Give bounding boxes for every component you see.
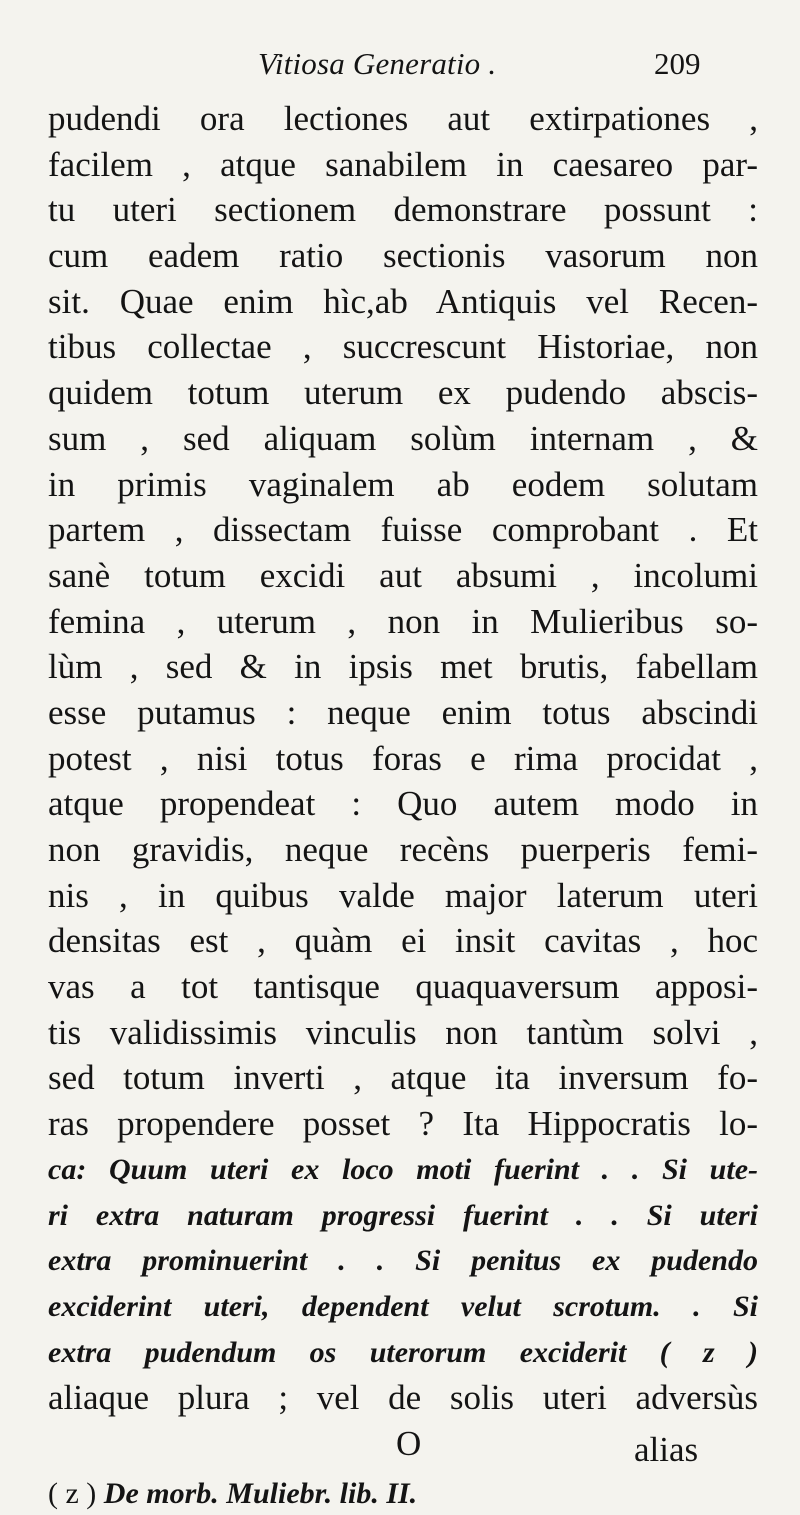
- text-line: aliaque plura ; vel de solis uteri adversùs: [48, 1378, 758, 1418]
- text-line: partem , dissectam fuisse comprobant . Et: [48, 510, 758, 550]
- text-line: sit. Quae enim hìc,ab Antiquis vel Recen-: [48, 281, 758, 321]
- text-line: ri extra naturam progressi fuerint . . Si uteri: [48, 1198, 758, 1232]
- signature-mark: O: [396, 1423, 422, 1463]
- body-text: [48, 96, 758, 1421]
- footnote: [48, 1473, 758, 1515]
- text-line: tu uteri sectionem demonstrare possunt :: [48, 190, 758, 230]
- text-line: pudendi ora lectiones aut extirpationes ,: [48, 99, 758, 138]
- text-line: cum eadem ratio sectionis vasorum non: [48, 236, 758, 276]
- running-title: Vitiosa Generatio .: [258, 46, 497, 81]
- text-line: non gravidis, neque recèns puerperis femi-: [48, 830, 758, 869]
- text-line: exciderint uteri, dependent velut scrotum. . Si: [48, 1289, 758, 1323]
- text-line: ras propendere posset ? Ita Hippocratis lo-: [48, 1104, 758, 1144]
- footnote-mark: ( z ): [48, 1476, 97, 1510]
- text-line: facilem , atque sanabilem in caesareo par-: [48, 144, 758, 184]
- text-line: femina , uterum , non in Mulieribus so-: [48, 601, 758, 641]
- text-line: sed totum inverti , atque ita inversum fo-: [48, 1058, 758, 1098]
- text-line: tibus collectae , succrescunt Historiae, non: [48, 327, 758, 367]
- text-line: quidem totum uterum ex pudendo abscis-: [48, 373, 758, 413]
- page-number: 209: [654, 46, 701, 81]
- text-line: ca: Quum uteri ex loco moti fuerint . . Si ute-: [48, 1152, 758, 1186]
- text-line: nis , in quibus valde major laterum uteri: [48, 875, 758, 915]
- text-line: esse putamus : neque enim totus abscindi: [48, 692, 758, 732]
- text-line: tis validissimis vinculis non tantùm solvi ,: [48, 1012, 758, 1052]
- text-line: sanè totum excidi aut absumi , incolumi: [48, 555, 758, 595]
- text-line: sum , sed aliquam solùm internam , &: [48, 418, 758, 458]
- text-line: extra pudendum os uterorum exciderit ( z ): [48, 1335, 758, 1369]
- text-line: vas a tot tantisque quaquaversum apposi-: [48, 967, 758, 1007]
- running-head: [48, 46, 758, 96]
- text-line: extra prominuerint . . Si penitus ex pudendo: [48, 1244, 758, 1278]
- text-line: potest , nisi totus foras e rima procidat ,: [48, 738, 758, 778]
- catchword: alias: [634, 1429, 699, 1469]
- footer-row: [48, 1421, 758, 1467]
- text-line: in primis vaginalem ab eodem solutam: [48, 464, 758, 504]
- text-line: densitas est , quàm ei insit cavitas , hoc: [48, 921, 758, 961]
- footnote-text: De morb. Muliebr. lib. II.: [103, 1476, 418, 1510]
- text-line: lùm , sed & in ipsis met brutis, fabellam: [48, 647, 758, 687]
- text-line: atque propendeat : Quo autem modo in: [48, 784, 758, 824]
